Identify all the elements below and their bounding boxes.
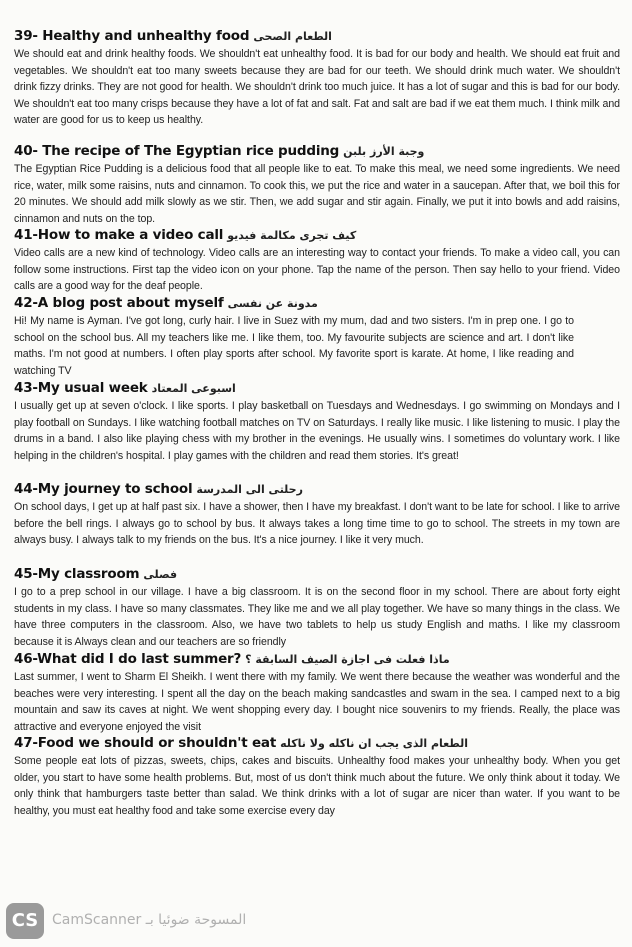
section-43 — [14, 376, 620, 464]
section-body: Video calls are a new kind of technology. Video calls are an interesting way to contact your friends. To make a video call, you can follow some instructions. First tap the video icon on your phone. Tap the name of the person. Then say hello to your friend. Video calls are a good way for the deaf people. — [14, 247, 620, 293]
section-title-arabic: الطعام الصحى — [253, 30, 332, 43]
section-title-arabic: ماذا فعلت فى اجازة الصيف السابقة ؟ — [245, 653, 450, 666]
section-title-arabic: فصلى — [143, 568, 178, 581]
section-heading — [14, 223, 620, 245]
section-title: 45-My classroom — [14, 566, 140, 582]
section-title: 41-How to make a video call — [14, 227, 224, 243]
section-47 — [14, 731, 620, 819]
section-body: I go to a prep school in our village. I have a big classroom. It is on the second floor in my school. There are about forty eight students in my class. I have so many classmates. They like me and we all play together. We have so many things in the class. We have three computers in the classroom. Also, we have two tablets to help us study English and maths. I like my classroom because it is Always clean and our teachers are so friendly — [14, 586, 620, 648]
section-title-arabic: وجبة الأرز بلبن — [343, 145, 425, 158]
section-title-arabic: اسبوعى المعتاد — [151, 382, 236, 395]
section-title-arabic: الطعام الذى يجب ان ناكله ولا ناكله — [280, 737, 468, 750]
section-title-arabic: رحلتى الى المدرسة — [196, 483, 303, 496]
camscanner-label: CamScanner المسوحة ضوئيا بـ — [52, 912, 247, 928]
section-title: 40- The recipe of The Egyptian rice pudding — [14, 143, 340, 159]
section-title: 42-A blog post about myself — [14, 295, 224, 311]
section-39 — [14, 24, 620, 129]
section-body: On school days, I get up at half past six. I have a shower, then I have my breakfast. I don't want to be late for school. I like to arrive before the bell rings. I always go to school by bus. It always takes a long time time to go to school. The streets in my town are always busy. I always talk to my friends on the bus. It's a nice journey. I like it very much. — [14, 501, 620, 547]
section-title: 47-Food we should or shouldn't eat — [14, 735, 277, 751]
section-title-arabic: مدونة عن نفسى — [227, 297, 318, 310]
section-heading — [14, 647, 620, 669]
section-body: I usually get up at seven o'clock. I like sports. I play basketball on Tuesdays and Wednesdays. I go swimming on Mondays and I play football on Sundays. I like watching football matches on TV on Saturdays. I really like music. I like listening to music. I play the drums in a band. I also like playing chess with my brother in the evenings. He usually wins. I sometimes do voluntary work. I like helping in the children's hospital. I play games with the children and read them stories. It's great! — [14, 400, 620, 462]
section-heading — [14, 376, 620, 398]
camscanner-logo-icon: CS — [6, 903, 44, 939]
section-heading — [14, 562, 620, 584]
section-heading — [14, 731, 620, 753]
section-42 — [14, 291, 620, 379]
section-heading — [14, 477, 620, 499]
section-heading — [14, 24, 620, 46]
section-title: 46-What did I do last summer? — [14, 651, 242, 667]
section-heading — [14, 139, 620, 161]
section-body: The Egyptian Rice Pudding is a delicious food that all people like to eat. To make this meal, we need some ingredients. We need rice, water, milk some raisins, nuts and cinnamon. To cook this, we put the rice and water in a saucepan. After that, we boil this for 20 minutes. We should add milk slowly as we stir. Then, we add sugar and stir again. Finally, we put it into bowls and add raisins, cinnamon and nuts on the top. — [14, 163, 620, 225]
section-46 — [14, 647, 620, 735]
section-body: Some people eat lots of pizzas, sweets, chips, cakes and biscuits. Unhealthy food makes your unhealthy body. When you get older, you start to have some health problems. But, most of us don't think much about the future. We only think about it today. We only think that hamburgers taste better than salad. We think drinks with a lot of sugar are nicer than water. If you want to be healthy, you must eat healthy food and take some exercise every day — [14, 755, 620, 817]
section-44 — [14, 477, 620, 549]
section-title: 44-My journey to school — [14, 481, 193, 497]
section-45 — [14, 562, 620, 650]
section-body: Last summer, I went to Sharm El Sheikh. I went there with my family. We went there because the weather was wonderful and the beaches were very interesting. I spent all the day on the beach making sandcastles and swam in the sea. I camped next to a big mountain and saw its caves at night. We went shopping every day. I bought nice souvenirs to my friends. Really, the place was attractive and everyone enjoyed the visit — [14, 671, 620, 733]
section-heading — [14, 291, 620, 313]
section-title-arabic: كيف تجرى مكالمة فيديو — [227, 229, 357, 242]
section-body: Hi! My name is Ayman. I've got long, curly hair. I live in Suez with my mum, dad and two sisters. I'm in prep one. I go to school on the school bus. All my teachers like me. I like them, too. My favourite subjects are science and art. I don't like maths. I'm not good at numbers. I often play sports after school. My favorite sport is karate. At home, I like reading and watching TV — [14, 315, 574, 377]
section-title: 39- Healthy and unhealthy food — [14, 28, 250, 44]
section-body: We should eat and drink healthy foods. We shouldn't eat unhealthy food. It is bad for our body and health. We should eat fruit and vegetables. We shouldn't eat too many sweets because they are bad for our teeth. We should drink much water. We shouldn't drink fizzy drinks. They are not good for health. We shouldn't drink too much juice. It has a lot of sugar and this is bad for our body. We shouldn't eat too many crisps because they have a lot of fat and salt. Fat and salt are bad if we eat them much. I think milk and water are good for us to keep us healthy. — [14, 48, 620, 127]
section-title: 43-My usual week — [14, 380, 148, 396]
section-41 — [14, 223, 620, 295]
section-40 — [14, 139, 620, 227]
camscanner-watermark — [6, 903, 326, 939]
